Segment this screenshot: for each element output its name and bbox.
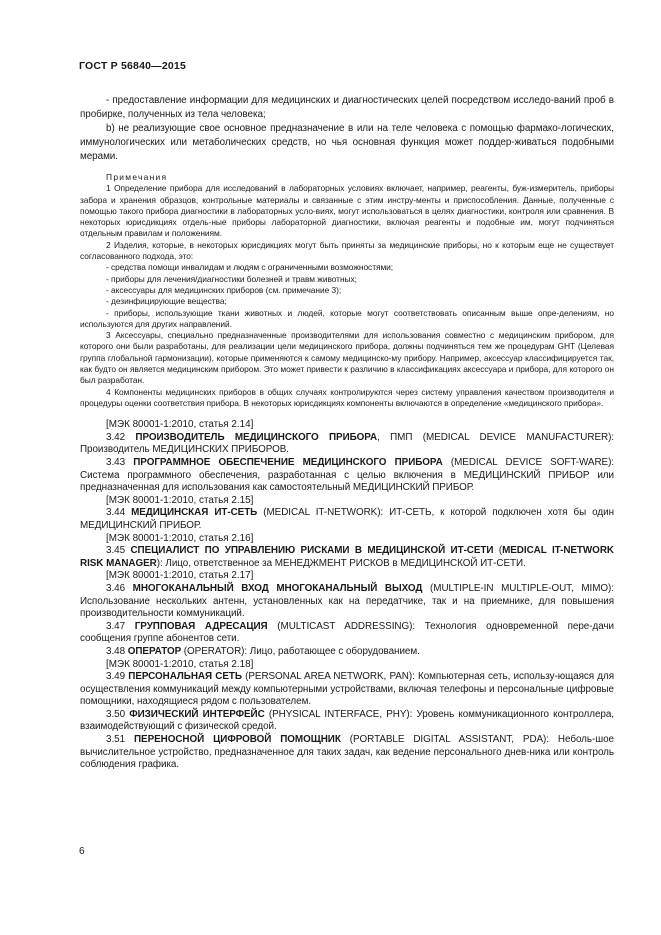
term-text: (MEDICAL IT-NETWORK): ИТ-СЕТЬ, к которой подключен хотя бы один МЕДИЦИНСКИЙ ПРИБОР. [80,507,614,531]
reference: [МЭК 80001-1:2010, статья 2.17] [106,570,254,582]
term-definition: 3.45 СПЕЦИАЛИСТ ПО УПРАВЛЕНИЮ РИСКАМИ В МЕДИЦИНСКОЙ ИТ-СЕТИ (MEDICAL IT-NETWORK RISK MANAGER): Лицо, ответственное за МЕНЕДЖМЕНТ РИСКОВ в МЕДИЦИНСКОЙ ИТ-СЕТИ. [80,545,614,569]
note-2-item: - приборы, использующие ткани животных и людей, которые могут соответствовать описанным выше опре-делениям, но используются для других направлений. [80,307,614,329]
term-text: (MEDICAL DEVICE SOFT-WARE): Система программного обеспечения, разработанная с целью включения в МЕДИЦИНСКИЙ ПРИБОР или предназначенная для использования как самостоятельный МЕДИЦИНСКИЙ ПРИБОР. [80,457,614,494]
term-name: ПЕРСОНАЛЬНАЯ СЕТЬ [128,671,242,683]
term-definition [80,734,614,772]
term-number: 3.42 [106,431,126,443]
term-name: ОПЕРАТОР [127,645,182,657]
term-definition [80,621,614,646]
note-2-item: - дезинфицирующие вещества; [106,296,227,307]
term-name: СПЕЦИАЛИСТ ПО УПРАВЛЕНИЮ РИСКАМИ В МЕДИЦИНСКОЙ ИТ-СЕТИ [130,545,494,557]
term-name: ПЕРЕНОСНОЙ ЦИФРОВОЙ ПОМОЩНИК [133,734,341,746]
term-number: 3.50 [106,708,126,720]
term-name: ГРУППОВАЯ АДРЕСАЦИЯ [134,620,268,632]
term-definition [80,457,614,495]
term-name: МНОГОКАНАЛЬНЫЙ ВХОД МНОГОКАНАЛЬНЫЙ ВЫХОД [132,582,423,594]
term-number: 3.48 [106,645,126,657]
term-text: (PHYSICAL INTERFACE, PHY): Уровень коммуникационного контроллера, взаимодействующий с физической средой. [80,708,614,733]
page-content [80,94,614,772]
term-definition [80,432,614,457]
term-definition [80,671,614,709]
note-1: 1 Определение прибора для исследований в лабораторных условиях включает, например, реагенты, буж-измеритель, приборы забора и хранения образцов, контрольные материалы и связанные с этим инстру-менты и приспособления. Данные, полученные с помощью такого прибора диагностики в лабораторных усло-виях, могут использоваться в целях диагностики, контроля или сравнения. В некоторых юрисдикциях отдель-ные приборы лабораторной диагностики, включая реагенты и подобные им, могут подчиняться отдельным правилам и положениям. [80,183,614,239]
note-2: 2 Изделия, которые, в некоторых юрисдикциях могут быть приняты за медицинские приборы, но к которым еще не существует согласованного подхода, это: [80,239,614,262]
note-2-item: - приборы для лечения/диагностики болезней и травм животных; [106,273,357,284]
term-text: (OPERATOR): Лицо, работающее с оборудованием. [181,645,420,657]
term-text: (MULTIPLE-IN MULTIPLE-OUT, MIMO): Использование нескольких антенн, установленных как на передатчике, так и на приемнике, для повышения производительности коммуникаций. [80,582,614,620]
term-text: (PORTABLE DIGITAL ASSISTANT, PDA): Неболь-шое вычислительное устройство, предназначенное для таких задач, как ведение персонального днев-ника или контроль соблюдения графика. [80,734,614,771]
term-number: 3.49 [106,671,126,683]
reference: [МЭК 80001-1:2010, статья 2.18] [106,658,254,670]
note-2-item: - аксессуары для медицинских приборов (см. примечание 3); [106,284,342,295]
reference: [МЭК 80001-1:2010, статья 2.16] [106,532,254,544]
term-number: 3.45 [106,545,126,557]
note-3: 3 Аксессуары, специально предназначенные производителями для использования совместно с медицинским прибором, для которого они были разработаны, для реализации цели медицинского прибора, должны подчиняться тем же процедурам GHT (Целевая группа глобальной гармонизации), которые применяются к самому медицинско-му прибору. Например, аксессуар классифицируется так, как будто он является медицинским прибором. Это может привести к различию в классификациях аксессуара и прибора, для которого он был разработан. [80,330,614,386]
term-number: 3.46 [106,582,126,594]
term-definition [80,646,614,659]
intro-paragraph: b) не реализующие свое основное предназначение в или на теле человека с помощью фармако-логических, иммунологических или метаболических средств, но чья основная функция может поддер-живаться подобными мерами. [80,123,614,162]
term-number: 3.51 [106,734,126,746]
term-name-en: MEDICAL IT-NETWORK RISK MANAGER [80,545,614,569]
reference: [МЭК 80001-1:2010, статья 2.15] [106,494,254,506]
term-text: (MULTICAST ADDRESSING): Технология одновременной пере-дачи сообщения группе абонентов сети. [80,620,614,645]
term-name: МЕДИЦИНСКАЯ ИТ-СЕТЬ [131,507,258,519]
note-4: 4 Компоненты медицинских приборов в общих случаях контролируются через систему управления качеством производителя и процедуры оценки соответствия прибора. В некоторых юрисдикциях компоненты включаются в определение «медицинского прибора». [80,386,614,408]
term-number: 3.47 [106,620,126,632]
term-number: 3.43 [106,457,126,469]
term-definition [80,583,614,621]
term-name: ПРОГРАММНОЕ ОБЕСПЕЧЕНИЕ МЕДИЦИНСКОГО ПРИБОРА [133,457,443,469]
term-text: , ПМП (MEDICAL DEVICE MANUFACTURER): Производитель МЕДИЦИНСКИХ ПРИБОРОВ. [80,431,614,456]
intro-paragraph: - предоставление информации для медицинских и диагностических целей посредством исследо-ваний проб в пробирке, полученных из тела человека; [80,95,614,120]
reference: [МЭК 80001-1:2010, статья 2.14] [106,419,254,431]
term-text: (PERSONAL AREA NETWORK, PAN): Компьютерная сеть, использу-ющаяся для осуществления коммуникаций между компьютерными устройствами, включая телефоны и персональные цифровые помощники, находящиеся рядом с пользователем. [80,671,615,708]
term-definition [80,507,614,532]
document-header: ГОСТ Р 56840—2015 [79,60,187,72]
note-2-item: - средства помощи инвалидам и людям с ограниченными возможностями; [106,262,394,273]
term-number: 3.44 [106,507,126,519]
notes-title: Примечания [106,172,168,182]
term-name: ФИЗИЧЕСКИЙ ИНТЕРФЕЙС [129,708,265,720]
term-name: ПРОИЗВОДИТЕЛЬ МЕДИЦИНСКОГО ПРИБОРА [135,431,378,443]
page-number: 6 [79,846,85,857]
term-definition [80,709,614,734]
